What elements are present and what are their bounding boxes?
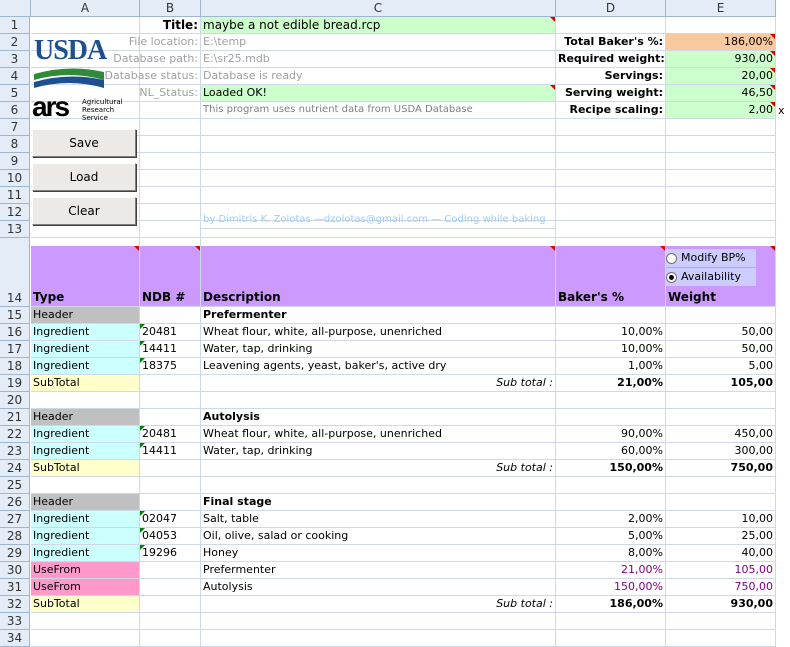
servings-label: Servings: bbox=[556, 68, 666, 85]
row-bakers-cell[interactable] bbox=[556, 392, 666, 409]
row-description-cell[interactable]: Prefermenter bbox=[201, 562, 556, 579]
row-header[interactable]: 19 bbox=[0, 375, 30, 392]
row-type-cell[interactable]: Ingredient bbox=[31, 341, 140, 358]
row-header[interactable]: 1 bbox=[0, 17, 30, 34]
row-description-cell[interactable]: Sub total : bbox=[201, 375, 556, 392]
grid-cell[interactable] bbox=[140, 187, 201, 204]
column-header-c[interactable]: C bbox=[201, 0, 556, 17]
row-header[interactable]: 23 bbox=[0, 443, 30, 460]
row-header[interactable]: 5 bbox=[0, 85, 30, 102]
row-bakers-cell[interactable]: 90,00% bbox=[556, 426, 666, 443]
row-weight-cell[interactable] bbox=[666, 409, 776, 426]
row-ndb-cell[interactable] bbox=[140, 630, 201, 647]
database-status-label: Database status: bbox=[31, 68, 201, 85]
availability-radio-icon[interactable] bbox=[666, 272, 677, 283]
row-header[interactable]: 3 bbox=[0, 51, 30, 68]
row-weight-cell[interactable] bbox=[666, 477, 776, 494]
row-ndb-cell[interactable] bbox=[140, 375, 201, 392]
ars-logo-text: ars bbox=[32, 91, 69, 122]
row-description-cell[interactable] bbox=[201, 477, 556, 494]
row-bakers-cell[interactable]: 1,00% bbox=[556, 358, 666, 375]
database-path-value[interactable]: E:\sr25.mdb bbox=[201, 51, 556, 68]
ars-logo bbox=[32, 91, 132, 126]
row-type-cell[interactable]: Ingredient bbox=[31, 358, 140, 375]
row-bakers-cell[interactable] bbox=[556, 613, 666, 630]
row-type-cell[interactable]: Header bbox=[31, 307, 140, 324]
row-type-cell[interactable]: Ingredient bbox=[31, 545, 140, 562]
row-weight-cell[interactable]: 450,00 bbox=[666, 426, 776, 443]
header-description bbox=[201, 246, 556, 307]
column-header-b[interactable]: B bbox=[140, 0, 201, 17]
column-header-a[interactable]: A bbox=[31, 0, 140, 17]
ars-caption-line-3: Service bbox=[82, 114, 108, 122]
availability-label: Availability bbox=[681, 270, 741, 283]
clear-button[interactable]: Clear bbox=[32, 197, 136, 225]
header-ndb bbox=[140, 246, 201, 307]
grid-cell[interactable] bbox=[201, 119, 556, 136]
row-weight-cell[interactable]: 50,00 bbox=[666, 324, 776, 341]
row-ndb-cell[interactable]: 20481 bbox=[140, 426, 201, 443]
row-type-cell[interactable] bbox=[31, 613, 140, 630]
row-description-cell[interactable]: Autolysis bbox=[201, 579, 556, 596]
row-ndb-cell[interactable] bbox=[140, 477, 201, 494]
row-bakers-cell[interactable]: 2,00% bbox=[556, 511, 666, 528]
required-weight-value[interactable]: 930,00 bbox=[666, 51, 776, 68]
header-description-label: Description bbox=[203, 290, 281, 304]
grid-cell[interactable] bbox=[556, 17, 666, 34]
row-bakers-cell[interactable]: 150,00% bbox=[556, 579, 666, 596]
row-header[interactable]: 18 bbox=[0, 358, 30, 375]
row-weight-cell[interactable] bbox=[666, 630, 776, 647]
ars-caption-line-1: Agricultural bbox=[82, 98, 123, 106]
title-label: Title: bbox=[140, 17, 201, 34]
row-type-cell[interactable]: Header bbox=[31, 494, 140, 511]
grid-cell[interactable] bbox=[556, 170, 666, 187]
header-weight-label: Weight bbox=[668, 290, 716, 304]
row-bakers-cell[interactable]: 10,00% bbox=[556, 324, 666, 341]
row-description-cell[interactable] bbox=[201, 630, 556, 647]
row-header[interactable]: 6 bbox=[0, 102, 30, 119]
row-bakers-cell[interactable]: 10,00% bbox=[556, 341, 666, 358]
grid-cell[interactable] bbox=[201, 153, 556, 170]
row-type-cell[interactable]: SubTotal bbox=[31, 460, 140, 477]
row-ndb-cell[interactable]: 19296 bbox=[140, 545, 201, 562]
row-type-cell[interactable]: UseFrom bbox=[31, 579, 140, 596]
grid-cell[interactable] bbox=[666, 153, 776, 170]
row-type-cell[interactable]: SubTotal bbox=[31, 596, 140, 613]
row-header[interactable]: 26 bbox=[0, 494, 30, 511]
row-bakers-cell[interactable]: 21,00% bbox=[556, 562, 666, 579]
header-type-label: Type bbox=[33, 290, 65, 304]
modify-bp-option[interactable] bbox=[666, 249, 756, 267]
ars-caption-line-2: Research bbox=[82, 106, 115, 114]
row-description-cell[interactable]: Honey bbox=[201, 545, 556, 562]
row-header[interactable]: 24 bbox=[0, 460, 30, 477]
row-header[interactable]: 10 bbox=[0, 170, 30, 187]
row-weight-cell[interactable] bbox=[666, 392, 776, 409]
total-bakers-label: Total Baker's %: bbox=[556, 34, 666, 51]
header-bakers-label: Baker's % bbox=[558, 290, 624, 304]
nl-status-label: NL_Status: bbox=[31, 85, 201, 102]
modify-bp-label: Modify BP% bbox=[681, 251, 746, 264]
row-type-cell[interactable]: Ingredient bbox=[31, 528, 140, 545]
usda-logo bbox=[32, 36, 106, 94]
row-ndb-cell[interactable] bbox=[140, 613, 201, 630]
database-path-label: Database path: bbox=[31, 51, 201, 68]
grid-cell[interactable] bbox=[140, 170, 201, 187]
row-ndb-cell[interactable]: 18375 bbox=[140, 358, 201, 375]
row-header[interactable]: 17 bbox=[0, 341, 30, 358]
row-description-cell[interactable]: Oil, olive, salad or cooking bbox=[201, 528, 556, 545]
servings-value[interactable]: 20,00 bbox=[666, 68, 776, 85]
row-type-cell[interactable]: Ingredient bbox=[31, 443, 140, 460]
row-description-cell[interactable]: Leavening agents, yeast, baker's, active dry bbox=[201, 358, 556, 375]
grid-cell[interactable] bbox=[666, 119, 776, 136]
row-header[interactable]: 16 bbox=[0, 324, 30, 341]
total-bakers-value[interactable]: 186,00% bbox=[666, 34, 776, 51]
row-weight-cell[interactable]: 105,00 bbox=[666, 375, 776, 392]
row-bakers-cell[interactable]: 8,00% bbox=[556, 545, 666, 562]
row-description-cell[interactable]: Prefermenter bbox=[201, 307, 556, 324]
recipe-scaling-suffix: x bbox=[778, 104, 785, 117]
grid-cell[interactable] bbox=[666, 204, 776, 221]
row-header[interactable]: 33 bbox=[0, 613, 30, 630]
grid-cell[interactable] bbox=[201, 136, 556, 153]
row-header[interactable]: 12 bbox=[0, 204, 30, 221]
grid-cell[interactable] bbox=[140, 153, 201, 170]
row-bakers-cell[interactable]: 5,00% bbox=[556, 528, 666, 545]
grid-cell[interactable] bbox=[201, 187, 556, 204]
row-ndb-cell[interactable]: 02047 bbox=[140, 511, 201, 528]
row-ndb-cell[interactable] bbox=[140, 562, 201, 579]
row-weight-cell[interactable]: 105,00 bbox=[666, 562, 776, 579]
row-ndb-cell[interactable]: 04053 bbox=[140, 528, 201, 545]
grid-cell[interactable] bbox=[666, 17, 776, 34]
file-location-value[interactable]: E:\temp bbox=[201, 34, 556, 51]
row-description-cell[interactable]: Sub total : bbox=[201, 596, 556, 613]
row-type-cell[interactable]: Ingredient bbox=[31, 511, 140, 528]
row-bakers-cell[interactable] bbox=[556, 630, 666, 647]
row-weight-cell[interactable]: 5,00 bbox=[666, 358, 776, 375]
row-ndb-cell[interactable]: 20481 bbox=[140, 324, 201, 341]
row-header[interactable]: 11 bbox=[0, 187, 30, 204]
row-weight-cell[interactable]: 40,00 bbox=[666, 545, 776, 562]
row-ndb-cell[interactable] bbox=[140, 392, 201, 409]
row-header[interactable]: 28 bbox=[0, 528, 30, 545]
database-status-value: Database is ready bbox=[201, 68, 556, 85]
row-weight-cell[interactable]: 25,00 bbox=[666, 528, 776, 545]
row-ndb-cell[interactable] bbox=[140, 307, 201, 324]
modify-bp-radio-icon[interactable] bbox=[666, 253, 677, 264]
row-ndb-cell[interactable]: 14411 bbox=[140, 341, 201, 358]
grid-cell[interactable] bbox=[140, 102, 201, 119]
row-type-cell[interactable]: SubTotal bbox=[31, 375, 140, 392]
row-ndb-cell[interactable]: 14411 bbox=[140, 443, 201, 460]
row-type-cell[interactable] bbox=[31, 392, 140, 409]
title-field[interactable]: maybe a not edible bread.rcp bbox=[201, 17, 556, 34]
serving-weight-value[interactable]: 46,50 bbox=[666, 85, 776, 102]
header-type bbox=[31, 246, 140, 307]
recipe-scaling-value[interactable]: 2,00 bbox=[666, 102, 776, 119]
row-type-cell[interactable] bbox=[31, 477, 140, 494]
header-ndb-label: NDB # bbox=[142, 290, 186, 304]
grid-cell[interactable] bbox=[556, 187, 666, 204]
row-header[interactable]: 20 bbox=[0, 392, 30, 409]
row-description-cell[interactable] bbox=[201, 613, 556, 630]
row-ndb-cell[interactable] bbox=[140, 596, 201, 613]
row-weight-cell[interactable]: 750,00 bbox=[666, 460, 776, 477]
row-bakers-cell[interactable] bbox=[556, 477, 666, 494]
row-description-cell[interactable]: Autolysis bbox=[201, 409, 556, 426]
row-ndb-cell[interactable] bbox=[140, 579, 201, 596]
grid-cell[interactable] bbox=[31, 17, 140, 34]
row-bakers-cell[interactable] bbox=[556, 409, 666, 426]
row-weight-cell[interactable]: 750,00 bbox=[666, 579, 776, 596]
row-header[interactable]: 8 bbox=[0, 136, 30, 153]
usda-note: This program uses nutrient data from USDA Database bbox=[201, 102, 556, 119]
row-weight-cell[interactable]: 10,00 bbox=[666, 511, 776, 528]
row-bakers-cell[interactable]: 60,00% bbox=[556, 443, 666, 460]
load-button[interactable]: Load bbox=[32, 163, 136, 191]
row-header[interactable]: 15 bbox=[0, 307, 30, 324]
row-header[interactable]: 27 bbox=[0, 511, 30, 528]
row-type-cell[interactable] bbox=[31, 630, 140, 647]
row-weight-cell[interactable]: 50,00 bbox=[666, 341, 776, 358]
grid-cell[interactable] bbox=[556, 119, 666, 136]
row-type-cell[interactable]: UseFrom bbox=[31, 562, 140, 579]
row-weight-cell[interactable]: 930,00 bbox=[666, 596, 776, 613]
row-type-cell[interactable]: Ingredient bbox=[31, 426, 140, 443]
grid-cell[interactable] bbox=[140, 221, 201, 238]
grid-cell[interactable] bbox=[140, 119, 201, 136]
row-description-cell[interactable]: Water, tap, drinking bbox=[201, 443, 556, 460]
credit-line: by Dimitris K. Zolotas —dzolotas@gmail.com — Coding while baking bbox=[201, 212, 556, 229]
row-header[interactable]: 32 bbox=[0, 596, 30, 613]
row-type-cell[interactable]: Header bbox=[31, 409, 140, 426]
row-type-cell[interactable]: Ingredient bbox=[31, 324, 140, 341]
row-description-cell[interactable]: Wheat flour, white, all-purpose, unenriched bbox=[201, 426, 556, 443]
row-header[interactable]: 29 bbox=[0, 545, 30, 562]
row-description-cell[interactable]: Wheat flour, white, all-purpose, unenriched bbox=[201, 324, 556, 341]
column-header-d[interactable]: D bbox=[556, 0, 666, 17]
grid-cell[interactable] bbox=[666, 187, 776, 204]
required-weight-label: Required weight: bbox=[556, 51, 666, 68]
grid-cell[interactable] bbox=[666, 170, 776, 187]
row-header[interactable]: 9 bbox=[0, 153, 30, 170]
row-weight-cell[interactable] bbox=[666, 613, 776, 630]
recipe-scaling-label: Recipe scaling: bbox=[556, 102, 666, 119]
row-weight-cell[interactable] bbox=[666, 494, 776, 511]
grid-cell[interactable] bbox=[666, 221, 776, 238]
row-bakers-cell[interactable] bbox=[556, 494, 666, 511]
row-header[interactable]: 31 bbox=[0, 579, 30, 596]
grid-cell[interactable] bbox=[556, 153, 666, 170]
grid-cell[interactable] bbox=[666, 136, 776, 153]
row-header[interactable]: 13 bbox=[0, 221, 30, 238]
row-description-cell[interactable] bbox=[201, 392, 556, 409]
row-ndb-cell[interactable] bbox=[140, 494, 201, 511]
row-ndb-cell[interactable] bbox=[140, 409, 201, 426]
grid-cell[interactable] bbox=[140, 204, 201, 221]
row-header[interactable]: 4 bbox=[0, 68, 30, 85]
serving-weight-label: Serving weight: bbox=[556, 85, 666, 102]
nl-status-value: Loaded OK! bbox=[201, 85, 556, 102]
usda-logo-text: USDA bbox=[34, 35, 107, 66]
row-weight-cell[interactable]: 300,00 bbox=[666, 443, 776, 460]
row-weight-cell[interactable] bbox=[666, 307, 776, 324]
row-header[interactable]: 14 bbox=[0, 238, 30, 307]
row-description-cell[interactable]: Water, tap, drinking bbox=[201, 341, 556, 358]
grid-cell[interactable] bbox=[556, 221, 666, 238]
row-header[interactable]: 7 bbox=[0, 119, 30, 136]
row-bakers-cell[interactable]: 186,00% bbox=[556, 596, 666, 613]
select-all-corner[interactable] bbox=[0, 0, 31, 17]
row-header[interactable]: 2 bbox=[0, 34, 30, 51]
row-description-cell[interactable]: Sub total : bbox=[201, 460, 556, 477]
row-bakers-cell[interactable]: 21,00% bbox=[556, 375, 666, 392]
row-header[interactable]: 30 bbox=[0, 562, 30, 579]
save-button[interactable]: Save bbox=[32, 129, 136, 157]
row-header[interactable]: 21 bbox=[0, 409, 30, 426]
file-location-label: File location: bbox=[31, 34, 201, 51]
column-header-e[interactable]: E bbox=[666, 0, 776, 17]
row-header[interactable]: 22 bbox=[0, 426, 30, 443]
row-description-cell[interactable]: Final stage bbox=[201, 494, 556, 511]
row-ndb-cell[interactable] bbox=[140, 460, 201, 477]
ars-logo-caption bbox=[82, 98, 123, 122]
header-bakers bbox=[556, 246, 666, 307]
row-header[interactable]: 34 bbox=[0, 630, 30, 647]
grid-cell[interactable] bbox=[201, 170, 556, 187]
row-bakers-cell[interactable] bbox=[556, 307, 666, 324]
grid-cell[interactable] bbox=[140, 136, 201, 153]
row-description-cell[interactable]: Salt, table bbox=[201, 511, 556, 528]
grid-cell[interactable] bbox=[556, 136, 666, 153]
grid-cell[interactable] bbox=[556, 204, 666, 221]
availability-option[interactable] bbox=[666, 268, 756, 286]
row-header[interactable]: 25 bbox=[0, 477, 30, 494]
row-bakers-cell[interactable]: 150,00% bbox=[556, 460, 666, 477]
